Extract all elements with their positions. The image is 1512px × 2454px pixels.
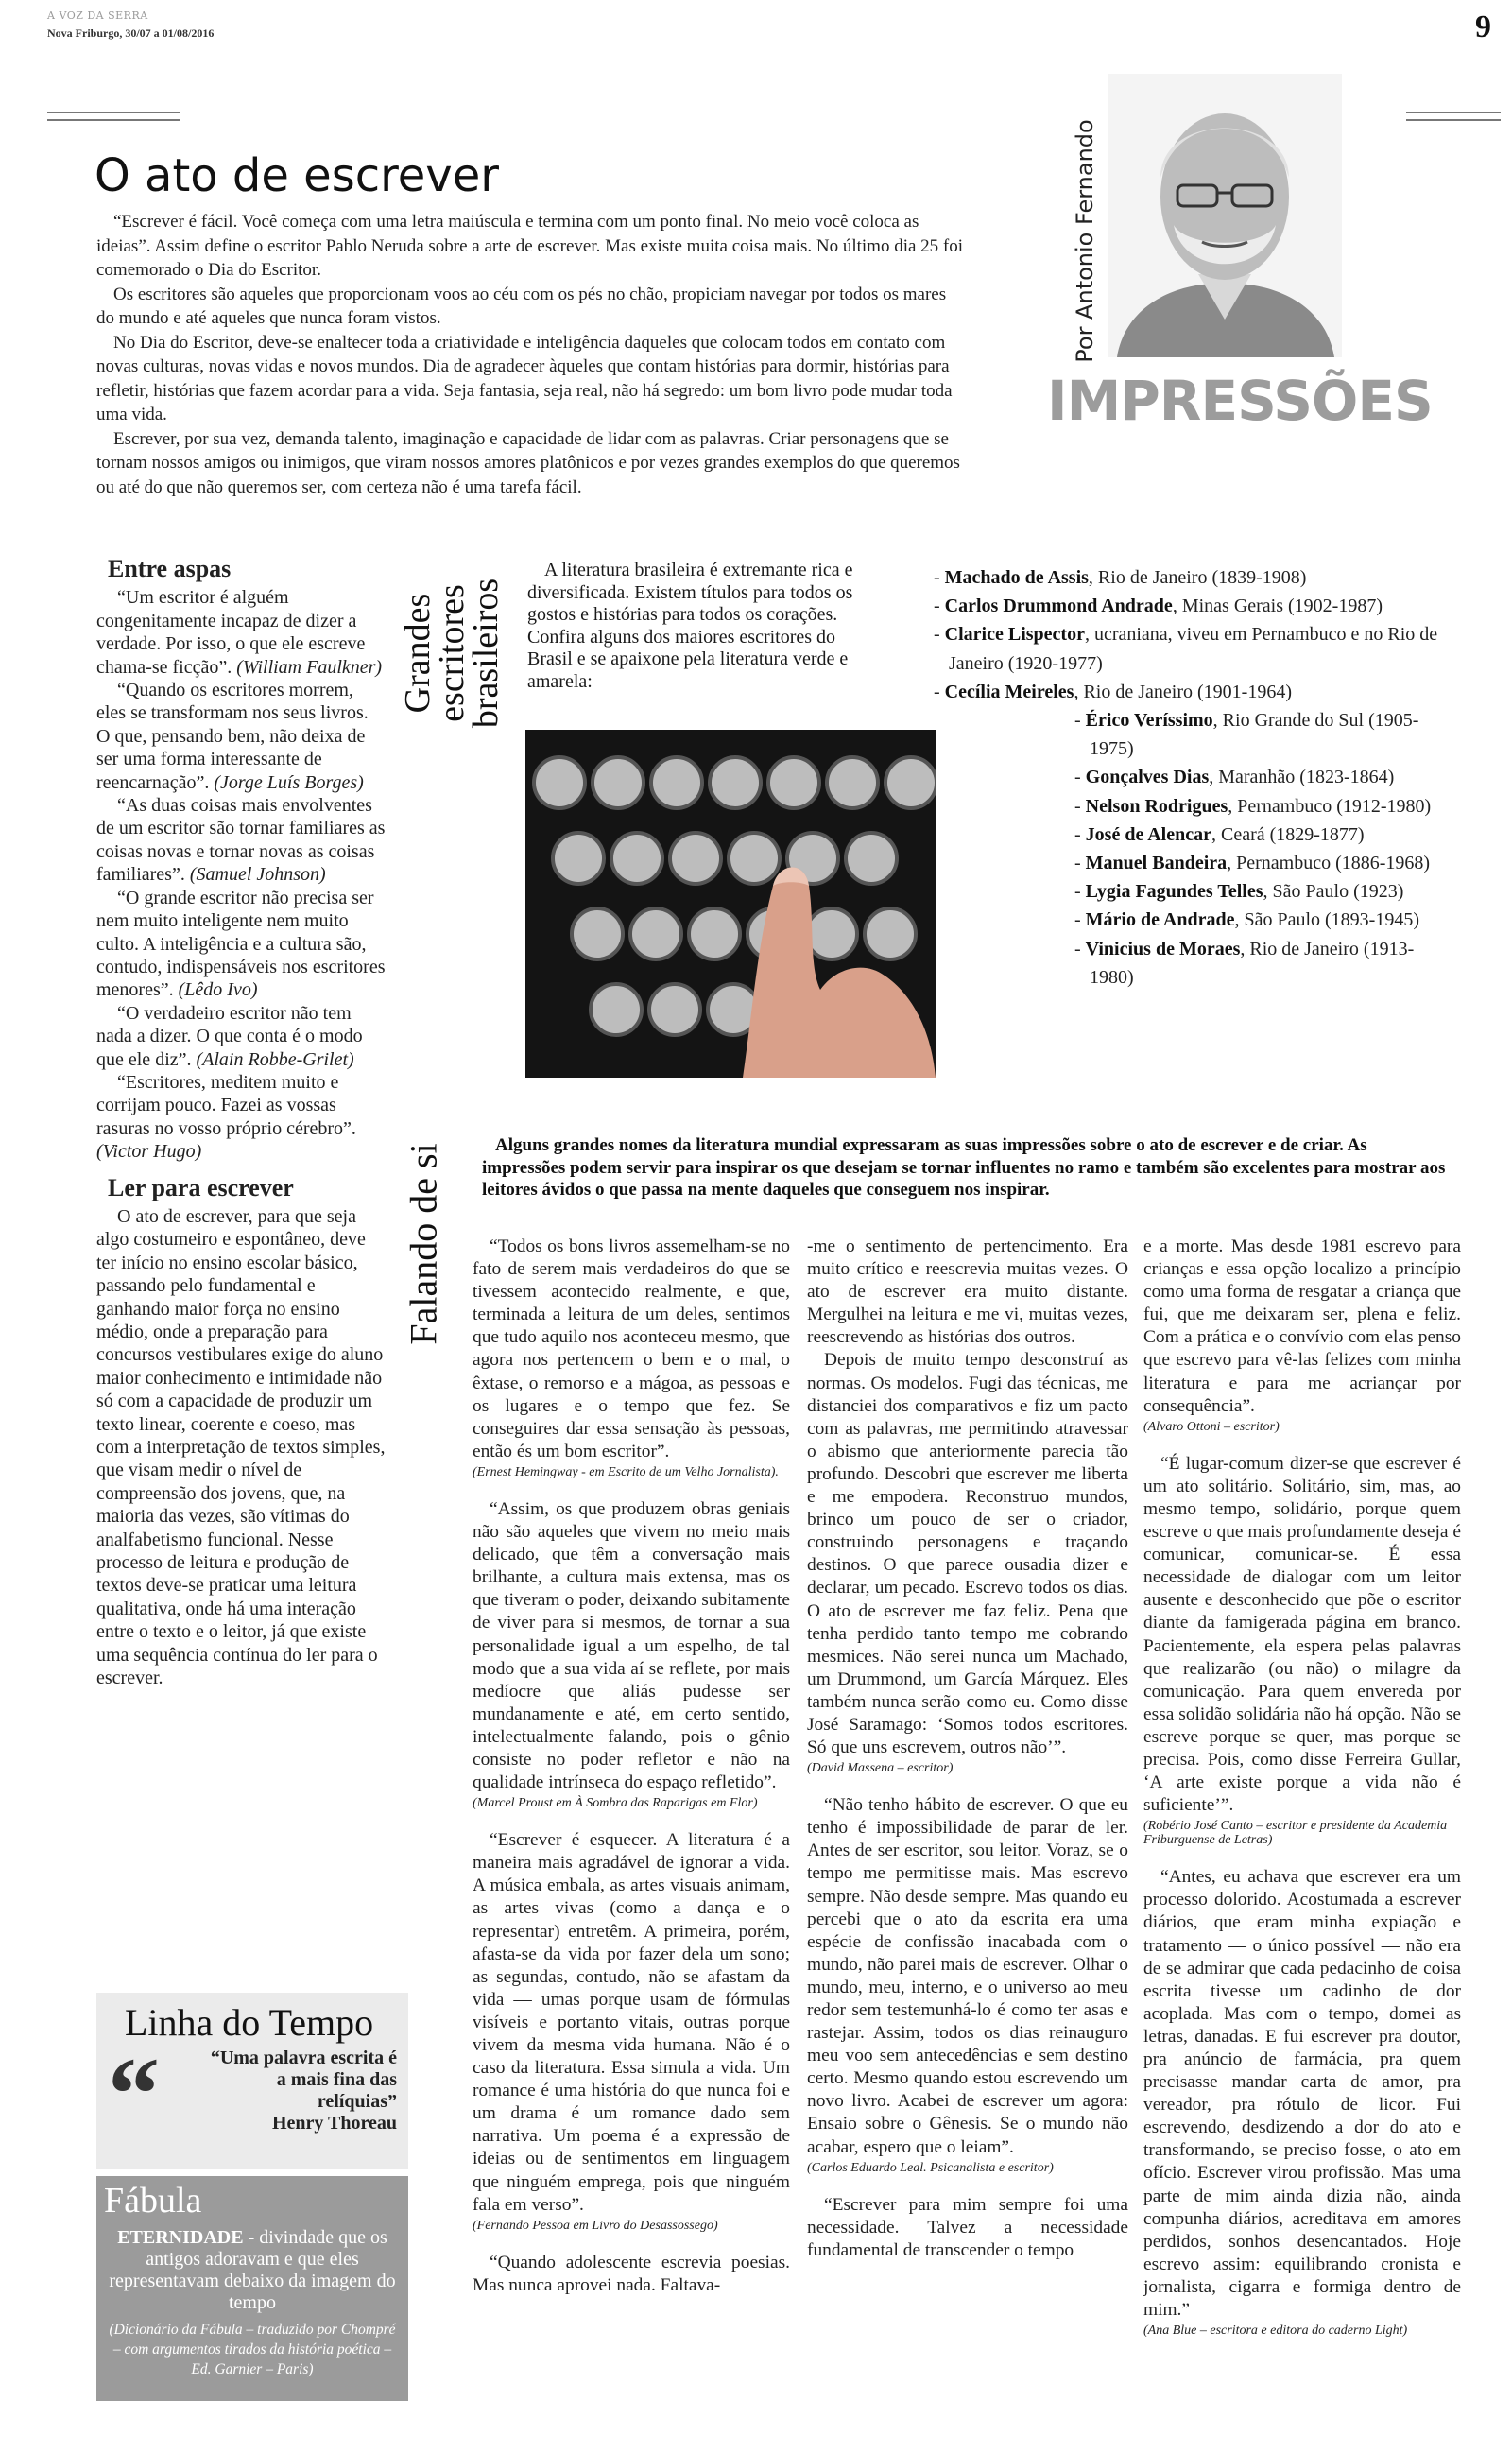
testimony-source: (Ernest Hemingway - em Escrito de um Velho Jornalista). [472, 1464, 779, 1479]
quotes-column-3 [1143, 1236, 1461, 2357]
testimony-paragraph: “Todos os bons livros assemelham-se no fato de serem mais verdadeiros do que se tivessem acontecido realmente, e que, terminada a leitura de um deles, sentimos que tudo aquilo nos aconteceu mesmo, que agora nos pertencem o bem e o mal, o êxtase, o remorso e a mágoa, as pessoas e os lugares e o tempo que fez. Se conseguires dar essa sensação às pessoas, então és um bom escritor”. [472, 1236, 790, 1461]
typewriter-key [710, 757, 761, 808]
testimony-source: (Carlos Eduardo Leal. Psicanalista e escritor) [807, 2160, 1054, 2175]
quote-paragraph: “Um escritor é alguém congenitamente incapaz de dizer a verdade. Por isso, o que ele escreve chama-se ficção”. (William Faulkner) [96, 587, 383, 678]
fabula-definition: ETERNIDADE - divindade que os antigos adoravam e que eles representavam debaixo da imagem do tempo [109, 2227, 396, 2313]
writer-item: - Carlos Drummond Andrade, Minas Gerais (1902-1987) [934, 596, 1383, 617]
intro-paragraph: “Escrever é fácil. Você começa com uma letra maiúscula e termina com um ponto final. No meio você coloca as ideias”. Assim define o escritor Pablo Neruda sobre a arte de escrever. Mas existe muita coisa mais. No último dia 25 foi comemorado o Dia do Escritor. [96, 212, 964, 280]
quote-author: (Alain Robbe-Grilet) [196, 1048, 354, 1070]
intro-paragraph: No Dia do Escritor, deve-se enaltecer toda a criatividade e inteligência daqueles que colocam todos em contato com novas culturas, novas vidas e novos mundos. Dia de agradecer àqueles que contam histórias para dormir, histórias para refletir, histórias que fazem acordar para a vida. Seja fantasia, seja real, não há segredo: um bom livro pode mudar toda uma vida. [96, 332, 953, 424]
writer-item: - Mário de Andrade, São Paulo (1893-1945) [1074, 909, 1419, 931]
quote-author: (Victor Hugo) [96, 1141, 202, 1163]
typewriter-key [593, 757, 644, 808]
writer-item: - Érico Veríssimo, Rio Grande do Sul (1905-1975) [1074, 710, 1419, 760]
typewriter-key [885, 757, 936, 808]
writer-name: Mário de Andrade [1085, 909, 1235, 931]
typewriter-key [553, 833, 604, 884]
testimony-paragraph: “Quando adolescente escrevia poesias. Mas nunca aprovei nada. Faltava- [472, 2252, 790, 2295]
quote-mark-icon: “ [108, 2036, 160, 2152]
page-header [47, 9, 1491, 47]
dateline: Nova Friburgo, 30/07 a 01/08/2016 [47, 26, 215, 40]
writer-item: - Clarice Lispector, ucraniana, viveu em Pernambuco e no Rio de Janeiro (1920-1977) [934, 624, 1438, 674]
entre-aspas-title: Entre aspas [108, 555, 232, 582]
quote-paragraph: “O grande escritor não precisa ser nem muito inteligente nem muito culto. A inteligência e a cultura são, contudo, indispensáveis nos escritores menores”. (Lêdo Ivo) [96, 887, 386, 1001]
testimony-paragraph: e a morte. Mas desde 1981 escrevo para crianças e essa opção localizo a princípio como uma forma de resgatar a criança que fui, que me deixaram ser, plena e feliz. Com a prática e o convívio com elas penso que escrevo para vê-las felizes com minha literatura e para me acriançar por consequência”. [1143, 1236, 1461, 1416]
article-title: O ato de escrever [94, 149, 499, 202]
testimony-paragraph: Depois de muito tempo desconstruí as normas. Os modelos. Fugi das técnicas, me distanciei dos comparativos e fiz um pacto com as palavras, me permitindo atravessar o abismo que anteriormente parecia tão profundo. Descobri que escrever me liberta e me empodera. Reconstruo mundos, brinco um pouco de ser o criador, construindo personagens e traçando destinos. O que parece ousadia dizer e declarar, um pecado. Escrevo todos os dias. O ato de escrever me faz feliz. Pena que tenha perdido tanto tempo me cobrando mesmices. Não serei nunca um Machado, um Drummond, um García Márquez. Eles também nunca serão como eu. Como disse José Saramago: ‘Somos todos escritores. Só que uns escrevem, outros não’”. [807, 1350, 1128, 1758]
writer-name: Gonçalves Dias [1085, 767, 1210, 788]
divider-right [1406, 112, 1501, 121]
fabula-box [96, 2176, 408, 2401]
falando-de-si-label: Falando de si [402, 1143, 445, 1345]
testimony-paragraph: “É lugar-comum dizer-se que escrever é um ato solitário. Solitário, sim, mas, ao mesmo tempo, solidário, porque quem escreve o que mais profundamente deseja é comunicar, comunicar-se. É essa necessidade de dialogar com um leitor ausente e desconhecido que põe o escritor diante da famigerada página em branco. Pacientemente, ela espera pelas palavras que realizarão (ou não) o milagre da comunicação. Para quem envereda por essa solidão solidária não há opção. Não se escreve porque se quer, mas porque se precisa. Pois, como disse Ferreira Gullar, ‘A arte existe porque a vida não é suficiente’”. [1143, 1453, 1461, 1816]
writer-item: - Manuel Bandeira, Pernambuco (1886-1968) [1074, 853, 1431, 874]
intro-paragraph: Escrever, por sua vez, demanda talento, imaginação e capacidade de lidar com as palavras. Criar personagens que se tornam nossos amigos ou inimigos, que viram nossos amores platônicos e por vezes grandes exemplos do que queremos ou até do que não queremos ser, com certeza não é uma tarefa fácil. [96, 428, 960, 497]
writer-item: - Nelson Rodrigues, Pernambuco (1912-1980) [1074, 795, 1432, 817]
typewriter-key [651, 757, 702, 808]
typewriter-key [630, 908, 681, 959]
testimony-source: (Ana Blue – escritora e editora do caderno Light) [1143, 2324, 1408, 2339]
quote-author: (Lêdo Ivo) [178, 979, 258, 1001]
intro-paragraph: Os escritores são aqueles que proporcionam voos ao céu com os pés no chão, propiciam navegar por todos os mares do mundo e até aqueles que nunca foram vistos. [96, 284, 947, 328]
writer-item: - Lygia Fagundes Telles, São Paulo (1923) [1074, 881, 1404, 903]
typewriter-key [572, 908, 623, 959]
testimony-paragraph: “Escrever é esquecer. A literatura é a maneira mais agradável de ignorar a vida. A música embala, as artes visuais animam, as artes vivas (como a dança e o representar) entretêm. A primeira, porém, afasta-se da vida por fazer dela um sono; as segundas, contudo, não se afastam da vida — umas porque usam de fórmulas visíveis e portanto vitais, outras porque vivem da mesma vida humana. Não é o caso da literatura. Essa simula a vida. Um romance é uma história do que nunca foi e um drama é um romance dado sem narrativa. Um poema é a expressão de ideias ou de sentimentos em linguagem que ninguém emprega, pois que ninguém fala em verso”. [472, 1830, 790, 2215]
ler-para-escrever-text: O ato de escrever, para que seja algo costumeiro e espontâneo, deve ter início no ensino escolar básico, passando pelo fundamental e ganhando maior força no ensino médio, onde a preparação para concursos vestibulares exige do aluno maior conhecimento e intimidade não só com a capacidade de produzir um texto linear, coerente e coeso, mas com a interpretação de textos simples, que visam medir o nível de compreensão dos jovens, que, na maioria das vezes, são vítimas do analfabetismo funcional. Nesse processo de leitura e produção de textos deve-se praticar uma leitura qualitativa, onde há uma interação entre o texto e o leitor, já que existe uma sequência contínua do ler para o escrever. [96, 1205, 386, 1689]
ler-para-escrever-title: Ler para escrever [108, 1173, 294, 1201]
testimony-source: (Fernando Pessoa em Livro do Desassossego) [472, 2218, 718, 2233]
divider-left [47, 112, 180, 121]
testimony-source: (Marcel Proust em À Sombra das Raparigas em Flor) [472, 1796, 758, 1811]
testimony-paragraph: “Antes, eu achava que escrever era um processo dolorido. Acostumada a escrever diários, que eram minha expiação e tratamento — o único possível — não era de se admirar que cada pedacinho de coisa escrita tivesse um cadinho de dor acoplada. Mas com o tempo, domei as letras, danadas. E fui escrever pra doutor, pra anúncio de farmácia, pra quem precisasse mandar carta de amor, pra vereador, pra rótulo de licor. Fui escrevendo, desdizendo a dor do ato e transformando, se preciso fosse, o ato em ofício. Escrever virou profissão. Mas uma parte de mim ainda dizia não, ainda compunha diários, acreditava em amores perdidos, sonhos desencantados. Hoje escrevo assim: equilibrando cronista e jornalista, cigarra e formiga dentro de mim.” [1143, 1867, 1461, 2321]
writer-item: - José de Alencar, Ceará (1829-1877) [1074, 823, 1365, 845]
entre-aspas-quotes [96, 586, 386, 1163]
typewriter-key [670, 833, 721, 884]
typewriter-key [611, 833, 662, 884]
testimony-paragraph: “Escrever para mim sempre foi uma necessidade. Talvez a necessidade fundamental de transcender o tempo [807, 2194, 1128, 2260]
testimony-paragraph: -me o sentimento de pertencimento. Era muito crítico e reescrevia muitas vezes. O ato de escrever era muito distante. Mergulhei na leitura e me vi, muitas vezes, reescrevendo as histórias dos outros. [807, 1236, 1128, 1348]
testimony-source: (Robério José Canto – escritor e presidente da Academia Friburguense de Letras) [1143, 1819, 1448, 1848]
fabula-title: Fábula [104, 2181, 202, 2221]
typewriter-key [689, 908, 740, 959]
writer-name: José de Alencar [1085, 823, 1211, 845]
writer-name: Carlos Drummond Andrade [944, 596, 1173, 617]
fabula-source: (Dicionário da Fábula – traduzido por Chompré – com argumentos tirados da história poética – Ed. Garnier – Paris) [109, 2322, 396, 2377]
literature-intro: A literatura brasileira é extremante rica e diversificada. Existem títulos para todos os gostos e histórias para todos os corações. Confira alguns dos maiores escritores do Brasil e se apaixone pela literatura verde e amarela: [527, 560, 853, 692]
quote-paragraph: “O verdadeiro escritor não tem nada a dizer. O que conta é o modo que ele diz”. (Alain Robbe-Grilet) [96, 1002, 363, 1070]
writer-item: - Machado de Assis, Rio de Janeiro (1839-1908) [934, 567, 1307, 588]
writer-name: Cecília Meireles [944, 681, 1074, 702]
writer-name: Manuel Bandeira [1085, 853, 1228, 874]
quote-author: (Jorge Luís Borges) [214, 771, 364, 793]
writer-name: Vinicius de Moraes [1085, 938, 1241, 959]
testimony-source: (Alvaro Ottoni – escritor) [1143, 1419, 1280, 1434]
writer-name: Nelson Rodrigues [1085, 795, 1228, 817]
linha-do-tempo-quote: “Uma palavra escrita é a mais fina das relíquias” Henry Thoreau [210, 2048, 397, 2134]
quote-paragraph: “As duas coisas mais envolventes de um escritor são tornar familiares as coisas novas e tornar novas as coisas familiares”. (Samuel Johnson) [96, 795, 386, 886]
typewriter-key [729, 833, 780, 884]
typewriter-key [591, 984, 642, 1035]
quotes-column-1 [472, 1236, 790, 2297]
author-byline: Por Antonio Fernando [1072, 119, 1098, 363]
linha-do-tempo-title: Linha do Tempo [125, 2001, 374, 2044]
grandes-escritores-label: Grandes escritores brasileiros [398, 578, 506, 729]
testimony-paragraph: “Assim, os que produzem obras geniais não são aqueles que vivem no meio mais delicado, que têm a conversação mais brilhante, a cultura mais extensa, mas os que tiveram o poder, deixando subitamente de viver para si mesmos, de tornar a sua personalidade igual a um espelho, de tal modo que a sua vida aí se reflete, por mais medíocre que aliás pudesse ser mundanamente e até, em certo sentido, intelectualmente falando, pois o gênio consiste no poder refletor e não na qualidade intrínseca do espaço refletido”. [472, 1498, 790, 1793]
testimony-source: (David Massena – escritor) [807, 1761, 954, 1776]
typewriter-key [768, 757, 819, 808]
testimony-paragraph: “Não tenho hábito de escrever. O que eu tenho é impossibilidade de parar de ler. Antes de ser escritor, sou leitor. Voraz, se o tempo me permitisse mais. Mas escrevo sempre. Não desde sempre. Mas quando eu percebi que o ato da escrita era uma espécie de confissão inacabada com o mundo, não parei mais de escrever. Olhar o mundo, meu, interno, e o universo ao meu redor sem testemunhá-lo é como ter asas e rastejar. Assim, todos os dias reinauguro meu voo sem antecedências e sem destino certo. Mesmo quando estou escrevendo um novo livro. Acabei de escrever um agora: Ensaio sobre o Gênesis. Se o mundo não acabar, espero que o leiam”. [807, 1795, 1128, 2157]
writer-name: Lygia Fagundes Telles [1085, 881, 1263, 903]
writer-name: Érico Veríssimo [1085, 710, 1213, 732]
quotes-column-2 [807, 1236, 1128, 2262]
typewriter-photo [525, 730, 936, 1078]
quote-paragraph: “Escritores, meditem muito e corrijam pouco. Fazei as vossas rasuras no vosso próprio cérebro”. (Victor Hugo) [96, 1071, 356, 1163]
falando-de-si-lead: Alguns grandes nomes da literatura mundial expressaram as suas impressões sobre o ato de escrever e de criar. As impressões podem servir para inspirar os que desejam se tornar influentes no ramo e também são excelentes para mostrar aos leitores ávidos o que passa na mente daqueles que conseguem nos inspirar. [482, 1135, 1446, 1200]
author-photo [1108, 74, 1342, 357]
page-number: 9 [1475, 9, 1491, 44]
writer-item: - Gonçalves Dias, Maranhão (1823-1864) [1074, 767, 1395, 788]
left-column [96, 555, 386, 1690]
typewriter-key [806, 908, 857, 959]
writer-item: - Cecília Meireles, Rio de Janeiro (1901-1964) [934, 681, 1292, 702]
writer-item: - Vinicius de Moraes, Rio de Janeiro (1913-1980) [1074, 938, 1415, 988]
typewriter-key [649, 984, 700, 1035]
article-intro [96, 210, 966, 499]
typewriter-key [846, 833, 897, 884]
column-brand: IMPRESSÕES [1047, 369, 1433, 433]
linha-do-tempo-box [96, 1993, 408, 2169]
quote-author: (William Faulkner) [236, 656, 383, 678]
writer-name: Machado de Assis [944, 567, 1089, 588]
typewriter-key [865, 908, 916, 959]
quote-author: (Samuel Johnson) [189, 864, 326, 886]
writer-name: Clarice Lispector [944, 624, 1085, 646]
quote-paragraph: “Quando os escritores morrem, eles se transformam nos seus livros. O que, pensando bem, não deixa de ser uma forma interessante de reencarnação”. (Jorge Luís Borges) [96, 680, 369, 793]
typewriter-key [827, 757, 878, 808]
typewriter-key [534, 757, 585, 808]
writers-list [934, 563, 1440, 992]
newspaper-name: A VOZ DA SERRA [47, 9, 148, 22]
